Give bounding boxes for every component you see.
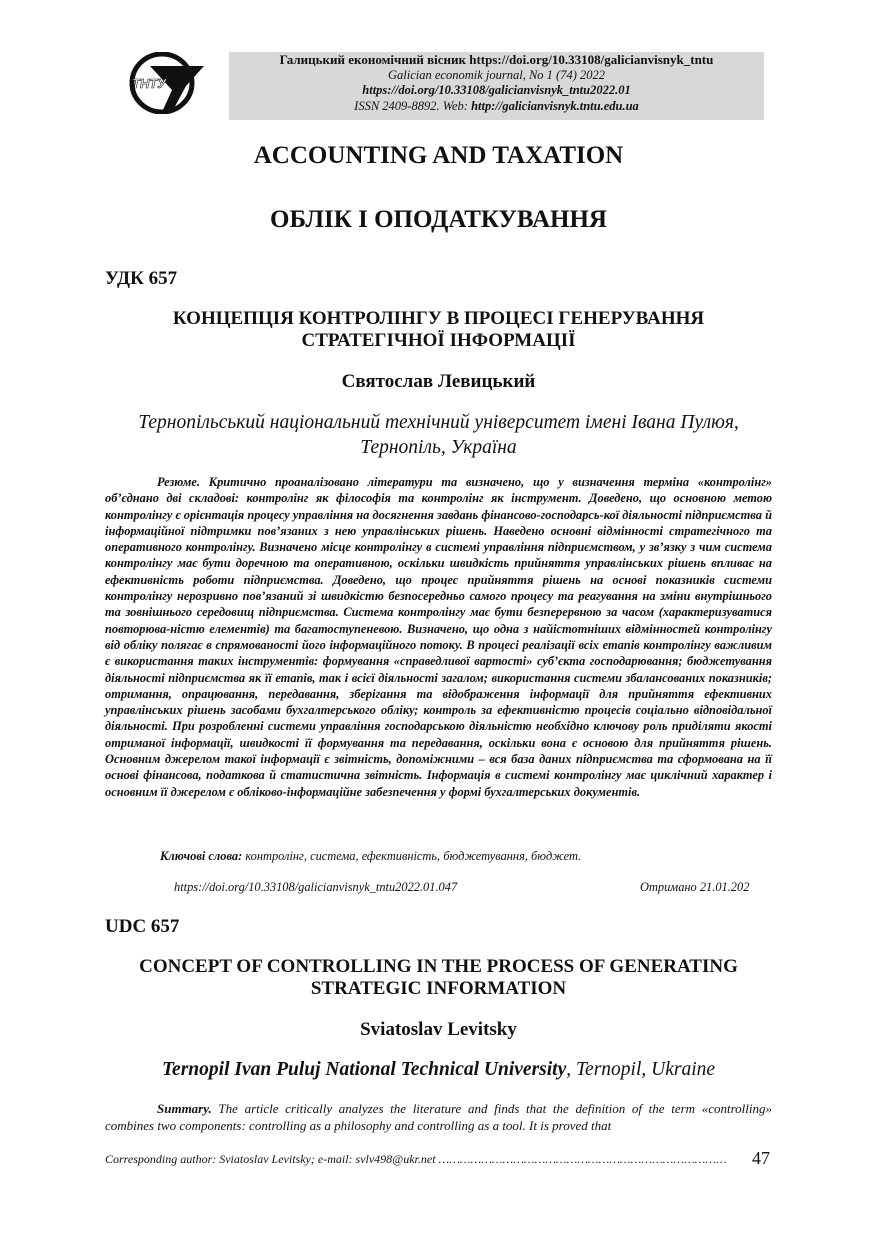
keywords-label: Ключові слова:: [160, 849, 243, 863]
corresponding-author: Corresponding author: Sviatoslav Levitsky; e-mail: svlv498@ukr.net ………………………………………………………………………: [105, 1152, 727, 1166]
article-title-uk-line2: СТРАТЕГІЧНОЇ ІНФОРМАЦІЇ: [301, 330, 576, 351]
article-title-en-line1: CONCEPT OF CONTROLLING IN THE PROCESS OF GENERATING: [139, 956, 738, 977]
article-title-uk: [100, 308, 777, 352]
journal-title-line: Галицький економічний вісник https://doi.org/10.33108/galicianvisnyk_tntu: [279, 52, 714, 67]
affiliation-en: [0, 1059, 877, 1081]
udc-uk: УДК 657: [105, 268, 178, 289]
article-title-uk-line1: КОНЦЕПЦІЯ КОНТРОЛІНГУ В ПРОЦЕСІ ГЕНЕРУВАННЯ: [172, 308, 705, 329]
journal-header: [229, 52, 764, 120]
article-doi[interactable]: https://doi.org/10.33108/galicianvisnyk_tntu2022.01.047: [174, 880, 458, 894]
abstract-label: Резюме.: [157, 475, 200, 489]
article-title-en-line2: STRATEGIC INFORMATION: [310, 978, 567, 999]
keywords-text: контролінг, система, ефективність, бюджетування, бюджет.: [242, 849, 582, 863]
section-title-en: ACCOUNTING AND TAXATION: [253, 142, 624, 169]
journal-issue-line: Galician economik journal, No 1 (74) 2022: [388, 67, 605, 82]
journal-doi-line: https://doi.org/10.33108/galicianvisnyk_tntu2022.01: [362, 83, 631, 97]
abstract-text: Критично проаналізовано літератури та визначено, що у визначення терміна «контролінг» об’єднано дві складові: контролінг як філософія та контролінг як інструмент. Доведено, що основною метою контролінгу є орієнтація процесу управління на досягнення завдань фінансово-господарсь-кої діяльності підприємства й інформаційної підтримки пов’язаних з нею управлінських рішень. Наведено основні відмінності стратегічного та оперативного контролінгу. Визначено місце контролінгу в системі управління підприємством, у зв’язку з чим система контролінгу має бути доречною та оперативною, оскільки швидкість прийняття управлінських рішень впливає на ефективність роботи підприємства. Доведено, що процес прийняття рішень на основі показників системи контролінгу нерозривно пов’язаний зі швидкістю безпосередньо самого процесу та реагування на зміни внутрішнього та зовнішнього середовищ підприємства. Система контролінгу має бути безперервною за часом (характеризуватися повторюва-ністю елементів) та багатоступеневою. Визначено, що одна з найістотніших відмінностей контролінгу від обліку полягає в спрямованості його інформаційного потоку. В процесі реалізації всіх етапів контролінгу важливим є використання таких інструментів: формування «справедливої вартості» суб’єкта господарювання; бюджетування діяльності підприємства як її етапів, так і всієї діяльності загалом; використання системи збалансованих показників; отримання, опрацювання, передавання, зберігання та відображення інформації для прийняття ефективних управлінських рішень засобами бухгалтерського обліку; контроль за ефективністю процесів соціально відповідальної діяльності. При розробленні системи управління господарською діяльністю необхідно ключову роль приділяти якості отриманої інформації, швидкості її формування та передавання, оскільки вона є основою для прийняття рішень. Основним джерелом такої інформації є звітність, допоміжними – вся база даних підприємства та сформована на її основі фінансова, податкова й статистична звітність. Інформація в системі контролінгу має циклічний характер і основним її джерелом є обліково-інформаційне забезпечення у формі бухгалтерських документів.: [105, 475, 772, 799]
affiliation-en-place: , Ternopil, Ukraine: [566, 1059, 716, 1080]
logo-text: ТНТУ: [132, 76, 167, 91]
affiliation-uk-line2: Тернопіль, Україна: [360, 437, 517, 458]
summary-label: Summary.: [157, 1101, 212, 1116]
section-title-uk: ОБЛІК І ОПОДАТКУВАННЯ: [270, 206, 607, 233]
article-title-en: [100, 956, 777, 1000]
summary-text: The article critically analyzes the literature and finds that the definition of the term «controlling» combines two components: controlling as a philosophy and controlling as a tool. It is proved that: [105, 1101, 772, 1133]
journal-issn-line: ISSN 2409-8892. Web: http://galicianvisnyk.tntu.edu.ua: [354, 98, 639, 113]
affiliation-en-university: Ternopil Ivan Puluj National Technical University: [161, 1059, 567, 1080]
affiliation-uk-line1: Тернопільський національний технічний університет імені Івана Пулюя,: [138, 412, 739, 433]
keywords-uk: [160, 849, 581, 864]
summary-en: [105, 1100, 772, 1134]
journal-logo: [128, 52, 206, 114]
journal-web-link[interactable]: http://galicianvisnyk.tntu.edu.ua: [471, 98, 639, 113]
abstract-uk: [105, 474, 772, 800]
affiliation-uk: [100, 410, 777, 460]
udc-en: UDC 657: [105, 916, 180, 937]
author-uk: Святослав Левицький: [341, 371, 536, 392]
author-en: Sviatoslav Levitsky: [360, 1019, 517, 1040]
received-date: Отримано 21.01.202: [640, 880, 750, 894]
page-number: 47: [752, 1148, 770, 1168]
